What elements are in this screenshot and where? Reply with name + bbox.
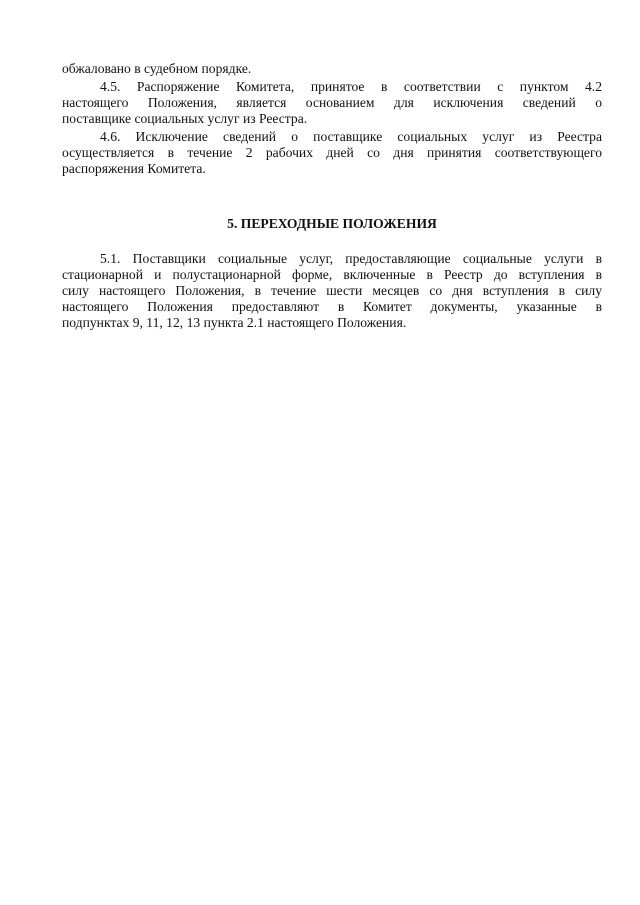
text-line: настоящего Положения, является основанием для исключения сведений о bbox=[62, 95, 602, 110]
text-line: стационарной и полустационарной форме, включенные в Реестр до вступления в bbox=[62, 267, 602, 282]
text-line: силу настоящего Положения, в течение шести месяцев со дня вступления в силу bbox=[62, 283, 602, 298]
paragraph-4-5 bbox=[62, 79, 602, 127]
text-line: распоряжения Комитета. bbox=[62, 161, 206, 176]
section-heading: 5. ПЕРЕХОДНЫЕ ПОЛОЖЕНИЯ bbox=[227, 216, 437, 231]
text-line: 4.5. Распоряжение Комитета, принятое в соответствии с пунктом 4.2 bbox=[100, 79, 602, 94]
text-line: 5.1. Поставщики социальные услуг, предоставляющие социальные услуги в bbox=[100, 251, 602, 266]
text-line: настоящего Положения предоставляют в Комитет документы, указанные в bbox=[62, 299, 602, 314]
paragraph-5-1 bbox=[62, 251, 602, 331]
paragraph-4-6 bbox=[62, 129, 602, 177]
text-line: подпунктах 9, 11, 12, 13 пункта 2.1 настоящего Положения. bbox=[62, 315, 407, 330]
text-line: поставщике социальных услуг из Реестра. bbox=[62, 111, 308, 126]
paragraph-continuation bbox=[62, 61, 602, 77]
text-line: 4.6. Исключение сведений о поставщике социальных услуг из Реестра bbox=[100, 129, 602, 144]
text-line: осуществляется в течение 2 рабочих дней со дня принятия соответствующего bbox=[62, 145, 602, 160]
text-line: обжаловано в судебном порядке. bbox=[62, 61, 252, 76]
